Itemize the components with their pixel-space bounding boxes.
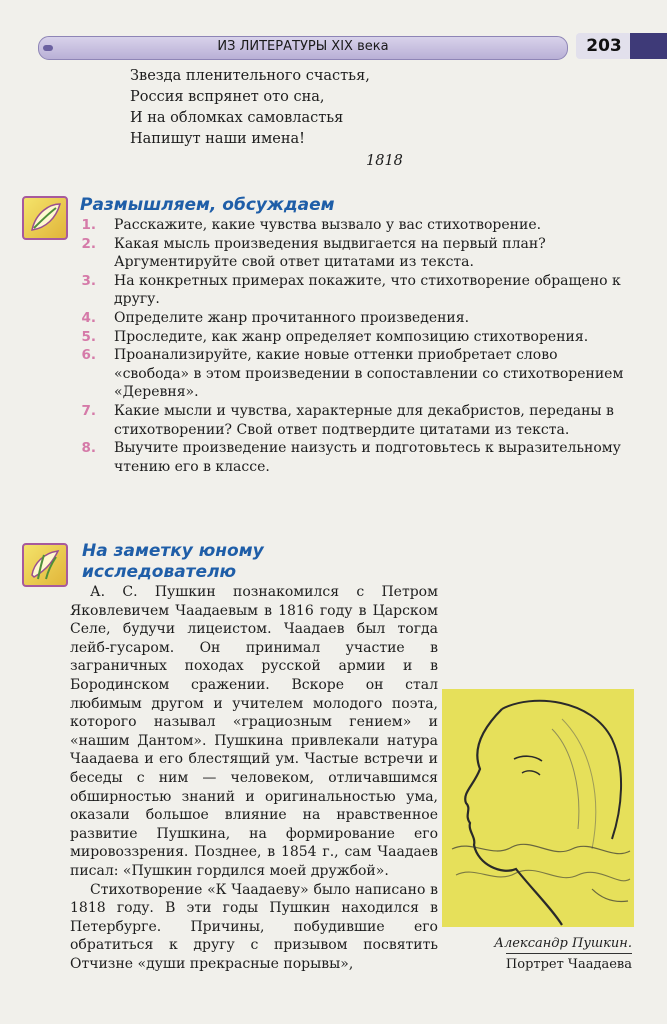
running-header bbox=[38, 36, 568, 60]
article-body bbox=[70, 583, 632, 973]
research-title-line: На заметку юному bbox=[82, 541, 264, 561]
question-number: 5. bbox=[81, 328, 96, 345]
list-item bbox=[78, 235, 634, 272]
paragraph: А. С. Пушкин познакомился с Петром Яковлевичем Чаадаевым в 1816 году в Царском Селе, будучи лицеистом. Чаадаев был тогда лейб-гусаром. Он принимал участие в заграничных походах русской армии и в Бородинском сражении. Вскоре он стал любимым другом и учителем молодого поэта, которого называл «грациозным гением» и «нашим Дантом». Пушкина привлекали натура Чаадаева и его блестящий ум. Частые встречи и беседы с ним — человеком, отличавшимся обширностью знаний и оригинальностью ума, оказали большое влияние на нравственное развитие Пушкина, на формирование его мировоззрения. Позднее, в 1854 г., сам Чаадаев писал: «Пушкин гордился моей дружбой». bbox=[70, 584, 438, 879]
poem-line: Звезда пленительного счастья, bbox=[130, 68, 370, 84]
header-title: ИЗ ЛИТЕРАТУРЫ XIX века bbox=[217, 39, 389, 54]
list-item bbox=[78, 272, 634, 309]
question-text: Какая мысль произведения выдвигается на первый план? Аргументируйте свой ответ цитатами из текста. bbox=[114, 235, 546, 271]
question-text: Определите жанр прочитанного произведения. bbox=[114, 309, 470, 326]
list-item bbox=[78, 216, 634, 235]
list-item bbox=[78, 402, 634, 439]
question-number: 1. bbox=[81, 217, 96, 233]
caption-author: Александр Пушкин. bbox=[494, 936, 632, 951]
poem-line: Напишут наши имена! bbox=[130, 131, 305, 147]
question-number: 2. bbox=[81, 235, 96, 252]
question-number: 3. bbox=[81, 272, 96, 289]
question-number: 6. bbox=[81, 347, 96, 364]
question-number: 4. bbox=[81, 309, 96, 326]
leaf-icon bbox=[22, 196, 68, 240]
research-title-line: исследователю bbox=[82, 562, 237, 582]
caption-title: Портрет Чаадаева bbox=[506, 953, 632, 974]
list-item bbox=[78, 439, 634, 476]
question-text: Расскажите, какие чувства вызвало у вас стихотворение. bbox=[114, 217, 542, 233]
question-text: Какие мысли и чувства, характерные для декабристов, переданы в стихотворении? Свой ответ подтвердите цитатами из текста. bbox=[114, 402, 614, 438]
list-item bbox=[78, 309, 634, 328]
question-text: Проанализируйте, какие новые оттенки приобретает слово «свобода» в этом произведении в сопоставлении со стихотворением «Деревня». bbox=[114, 347, 624, 401]
question-text: Проследите, как жанр определяет композицию стихотворения. bbox=[114, 328, 589, 345]
question-list bbox=[78, 216, 634, 476]
poem-line: Россия вспрянет ото сна, bbox=[130, 89, 325, 105]
list-item bbox=[78, 328, 634, 347]
list-item bbox=[78, 346, 634, 402]
question-text: На конкретных примерах покажите, что стихотворение обращено к другу. bbox=[114, 272, 621, 308]
discussion-title: Размышляем, обсуждаем bbox=[80, 195, 335, 215]
question-number: 7. bbox=[81, 402, 96, 419]
research-title bbox=[82, 541, 264, 583]
question-number: 8. bbox=[81, 440, 96, 457]
paragraph: Стихотворение «К Чаадаеву» было написано в 1818 году. В эти годы Пушкин находился в Петербурге. Причины, побудившие его обратиться к другу с призывом посвятить Отчизне «души прекрасные порывы», bbox=[70, 881, 438, 972]
poem-year: 1818 bbox=[366, 153, 403, 169]
poem-line: И на обломках самовластья bbox=[130, 110, 344, 126]
poem-stanza bbox=[130, 66, 370, 150]
question-text: Выучите произведение наизусть и подготовьтесь к выразительному чтению его в классе. bbox=[114, 440, 621, 475]
page-number: 203 bbox=[576, 33, 632, 59]
quill-icon bbox=[22, 543, 68, 587]
header-corner-decoration bbox=[630, 33, 667, 59]
